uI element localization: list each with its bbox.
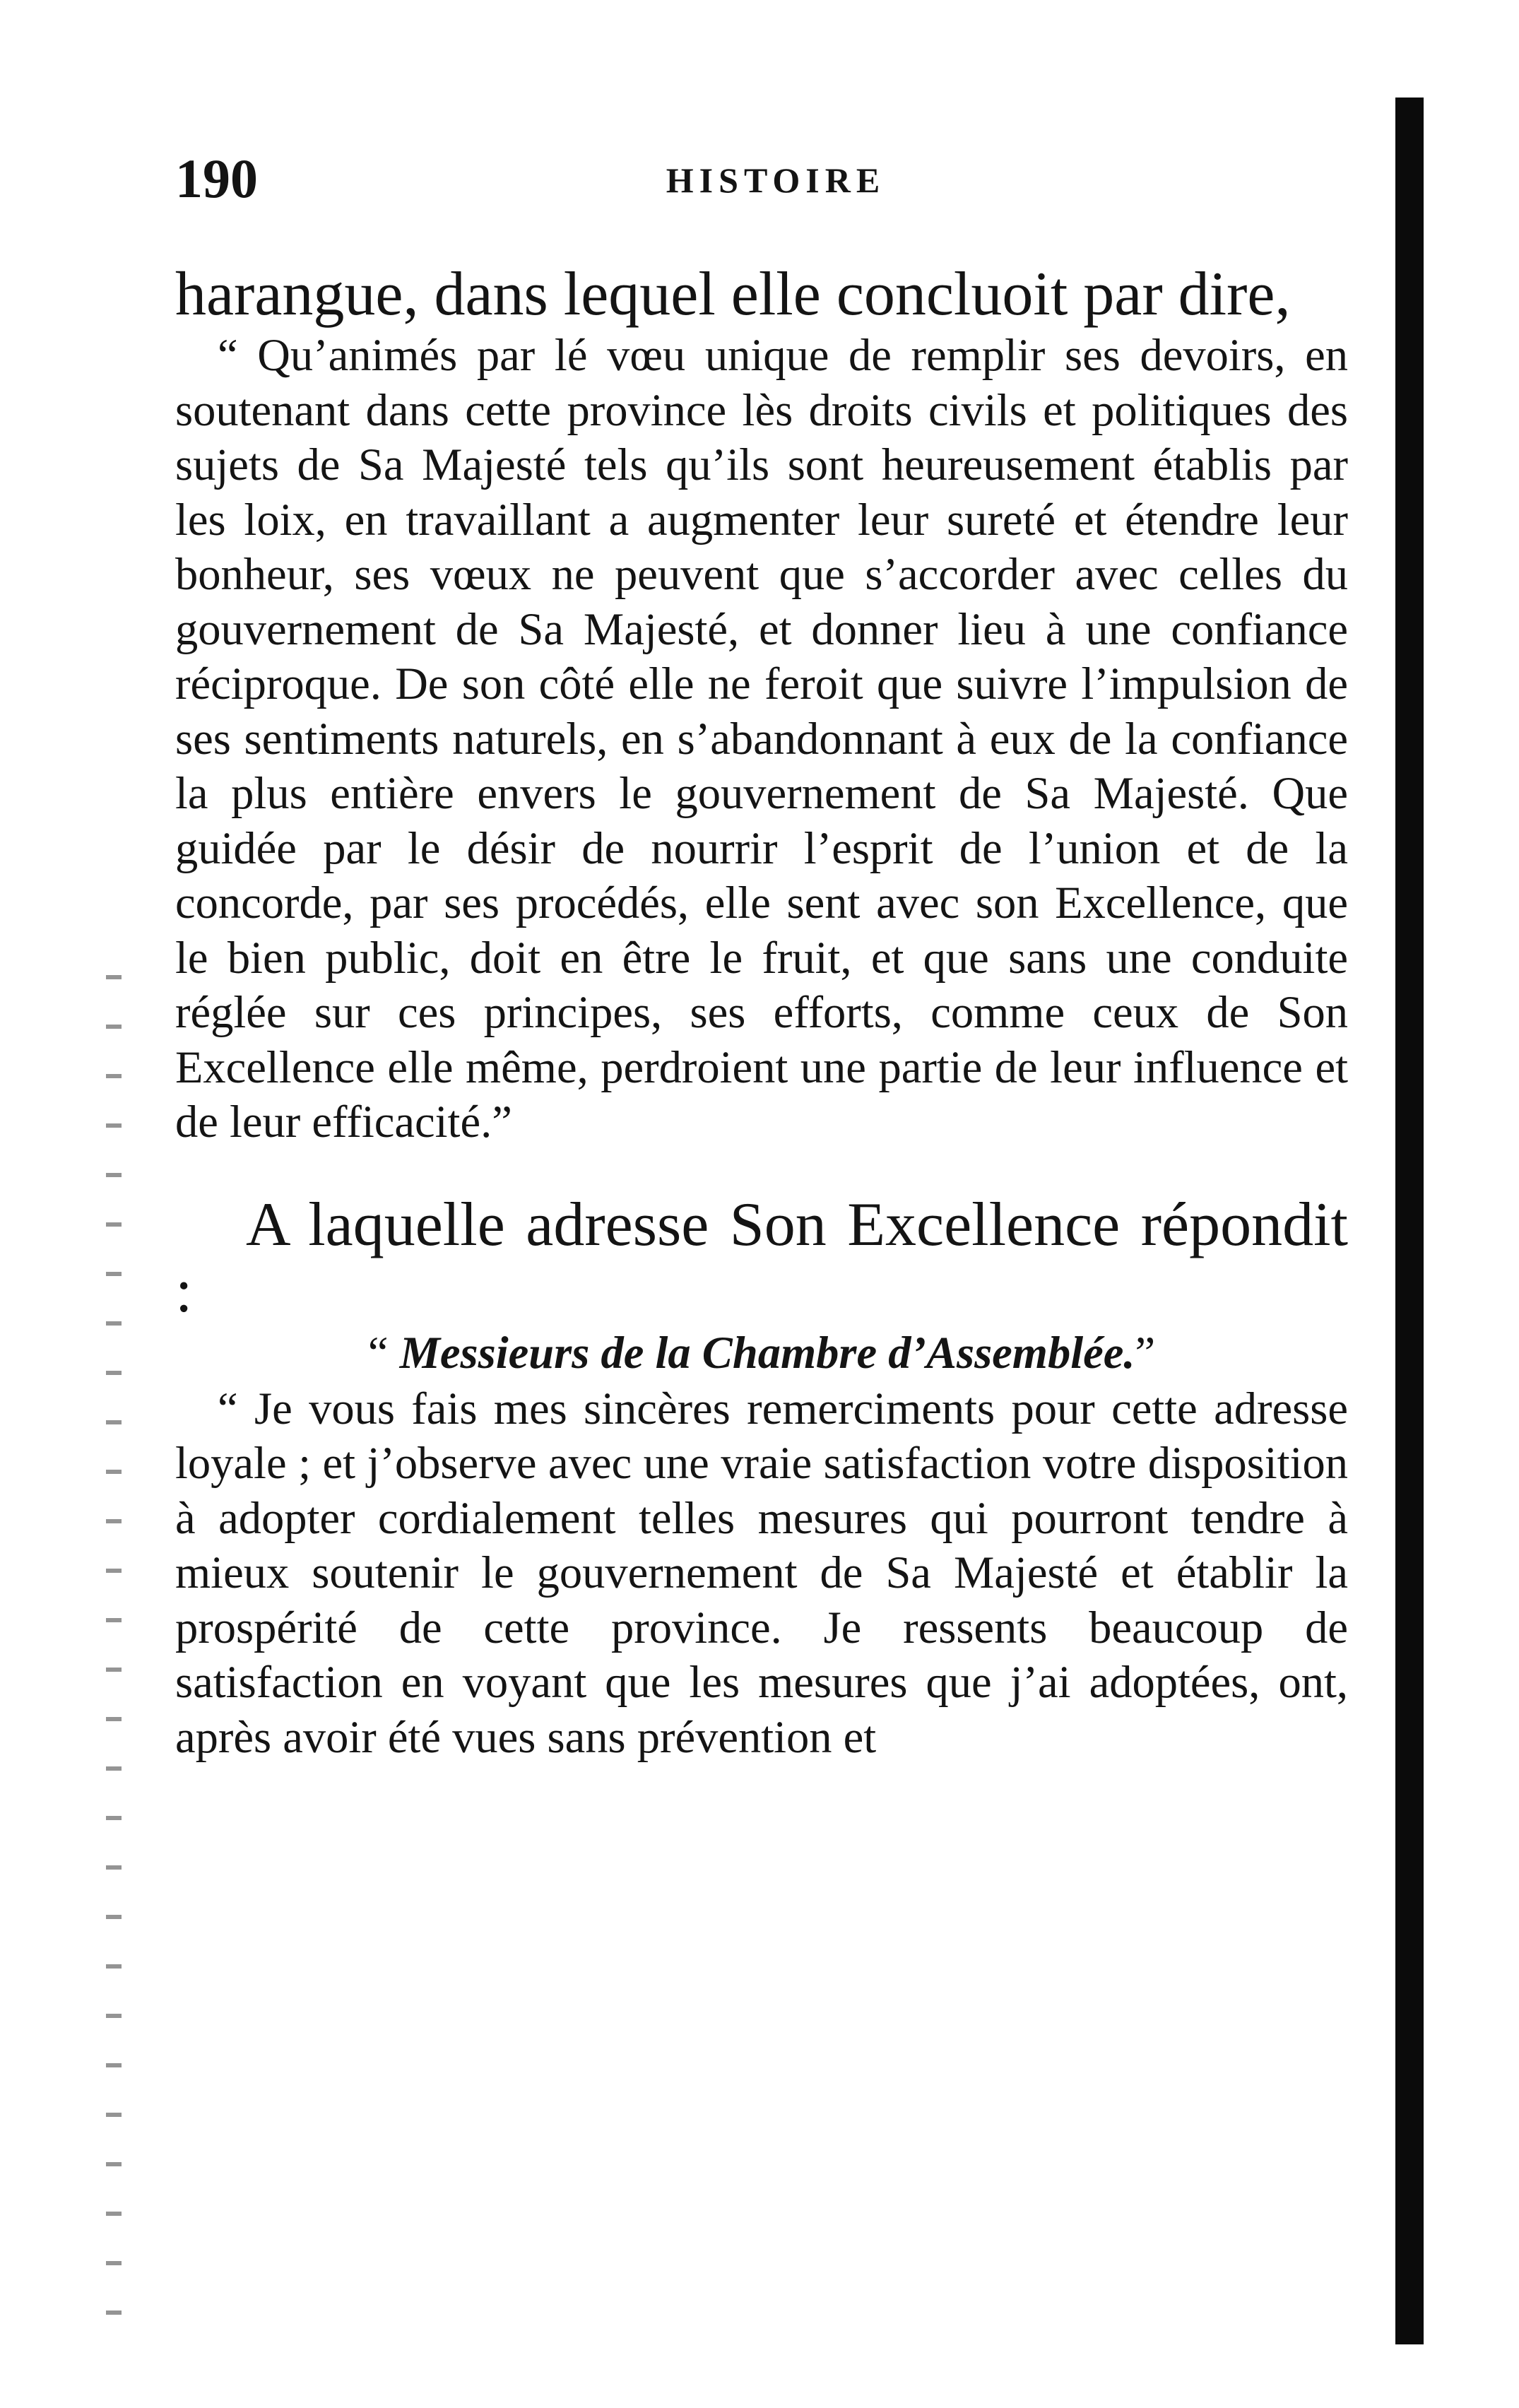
salutation-text: Messieurs de la Chambre d’Assemblée. (399, 1327, 1135, 1378)
paragraph-opening: harangue, dans lequel elle concluoit par dire, (175, 260, 1291, 329)
paragraph-quoted-address: “ Qu’animés par lé vœu unique de remplir ses devoirs, en soutenant dans cette province lès droits civils et politiques des sujets de Sa Majesté tels qu’ils sont heureusement établis par les loix, en travaillant a augmenter leur sureté et étendre leur bonheur, ses vœux ne peuvent que s’accorder avec celles du gouvernement de Sa Majesté, et donner lieu à une confiance réciproque. De son côté elle ne feroit que suivre l’impulsion de ses sentiments naturels, en s’abandonnant à eux de la confiance la plus entière envers le gouvernement de Sa Majesté. Que guidée par le désir de nourrir l’esprit de l’union et de la concorde, par ses procédés, elle sent avec son Excellence, que le bien public, doit en être le fruit, et que sans une conduite réglée sur ces principes, ses efforts, comme ceux de Son Excellence elle même, perdroient une partie de leur influence et de leur efficacité.” (175, 330, 1348, 1147)
body-text (175, 261, 1348, 1764)
binding-shadow (1395, 98, 1424, 2344)
page-header (175, 147, 1348, 211)
running-head: HISTOIRE (666, 160, 886, 200)
paragraph-reply: “ Je vous fais mes sincères remerciments pour cette adresse loyale ; et j’observe avec une vraie satisfaction votre disposition à adopter cordialement telles mesures qui pourront tendre à mieux soutenir le gouvernement de Sa Majesté et établir la prospérité de cette province. Je ressents beaucoup de satisfaction en voyant que les mesures que j’ai adoptées, ont, après avoir été vues sans prévention et (175, 1383, 1348, 1762)
page-number: 190 (175, 148, 258, 209)
salutation-open-quote: “ (367, 1327, 400, 1378)
gutter-marks (106, 975, 122, 2360)
salutation-close-quote: ” (1135, 1327, 1156, 1378)
paragraph-reply-intro: A laquelle adresse Son Excellence répondit : (175, 1190, 1348, 1326)
salutation (175, 1325, 1348, 1381)
